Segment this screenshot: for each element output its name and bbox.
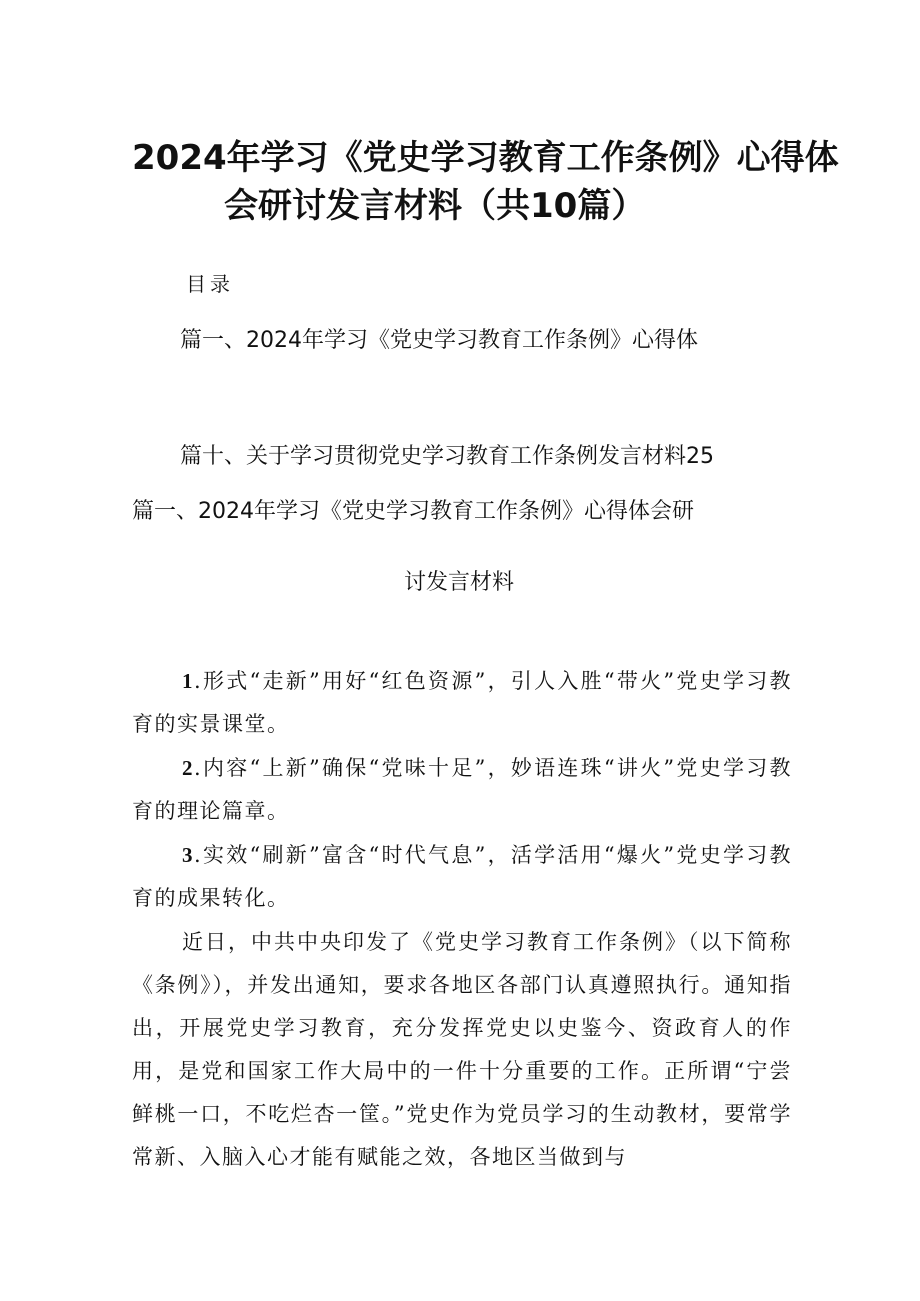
paragraph-2: [132, 747, 792, 833]
paragraph-1: [132, 660, 792, 746]
toc-item-10[interactable]: 篇十、关于学习贯彻党史学习教育工作条例发言材料25: [180, 444, 714, 469]
document-title-line-1: 2024年学习《党史学习教育工作条例》心得体: [132, 138, 839, 178]
paragraph-number: 2: [182, 756, 194, 780]
paragraph-text: 近日，中共中央印发了《党史学习教育工作条例》（以下简称《条例》），并发出通知，要求各地区各部门认真遵照执行。通知指出，开展党史学习教育，充分发挥党史以史鉴今、资政育人的作用，是党和国家工作大局中的一件十分重要的工作。正所谓“宁尝鲜桃一口，不吃烂杏一筐。”党史作为党员学习的生动教材，要常学常新、入脑入心才能有赋能之效，各地区当做到与: [132, 930, 792, 1169]
paragraph-4: [132, 921, 792, 1179]
document-title-line-2: 会研讨发言材料（共10篇）: [224, 186, 646, 226]
paragraph-text: .内容“上新”确保“党味十足”，妙语连珠“讲火”党史学习教育的理论篇章。: [132, 756, 792, 823]
paragraph-text: .实效“刷新”富含“时代气息”，活学活用“爆火”党史学习教育的成果转化。: [132, 843, 792, 910]
paragraph-3: [132, 834, 792, 920]
paragraph-number: 1: [182, 669, 194, 693]
toc-item-1[interactable]: 篇一、2024年学习《党史学习教育工作条例》心得体: [180, 328, 698, 353]
section-title-line-1: 篇一、2024年学习《党史学习教育工作条例》心得体会研: [132, 499, 694, 524]
section-title-line-2: 讨发言材料: [404, 570, 515, 595]
toc-label: 目录: [186, 272, 234, 296]
paragraph-text: .形式“走新”用好“红色资源”，引人入胜“带火”党史学习教育的实景课堂。: [132, 669, 792, 736]
paragraph-number: 3: [182, 843, 194, 867]
